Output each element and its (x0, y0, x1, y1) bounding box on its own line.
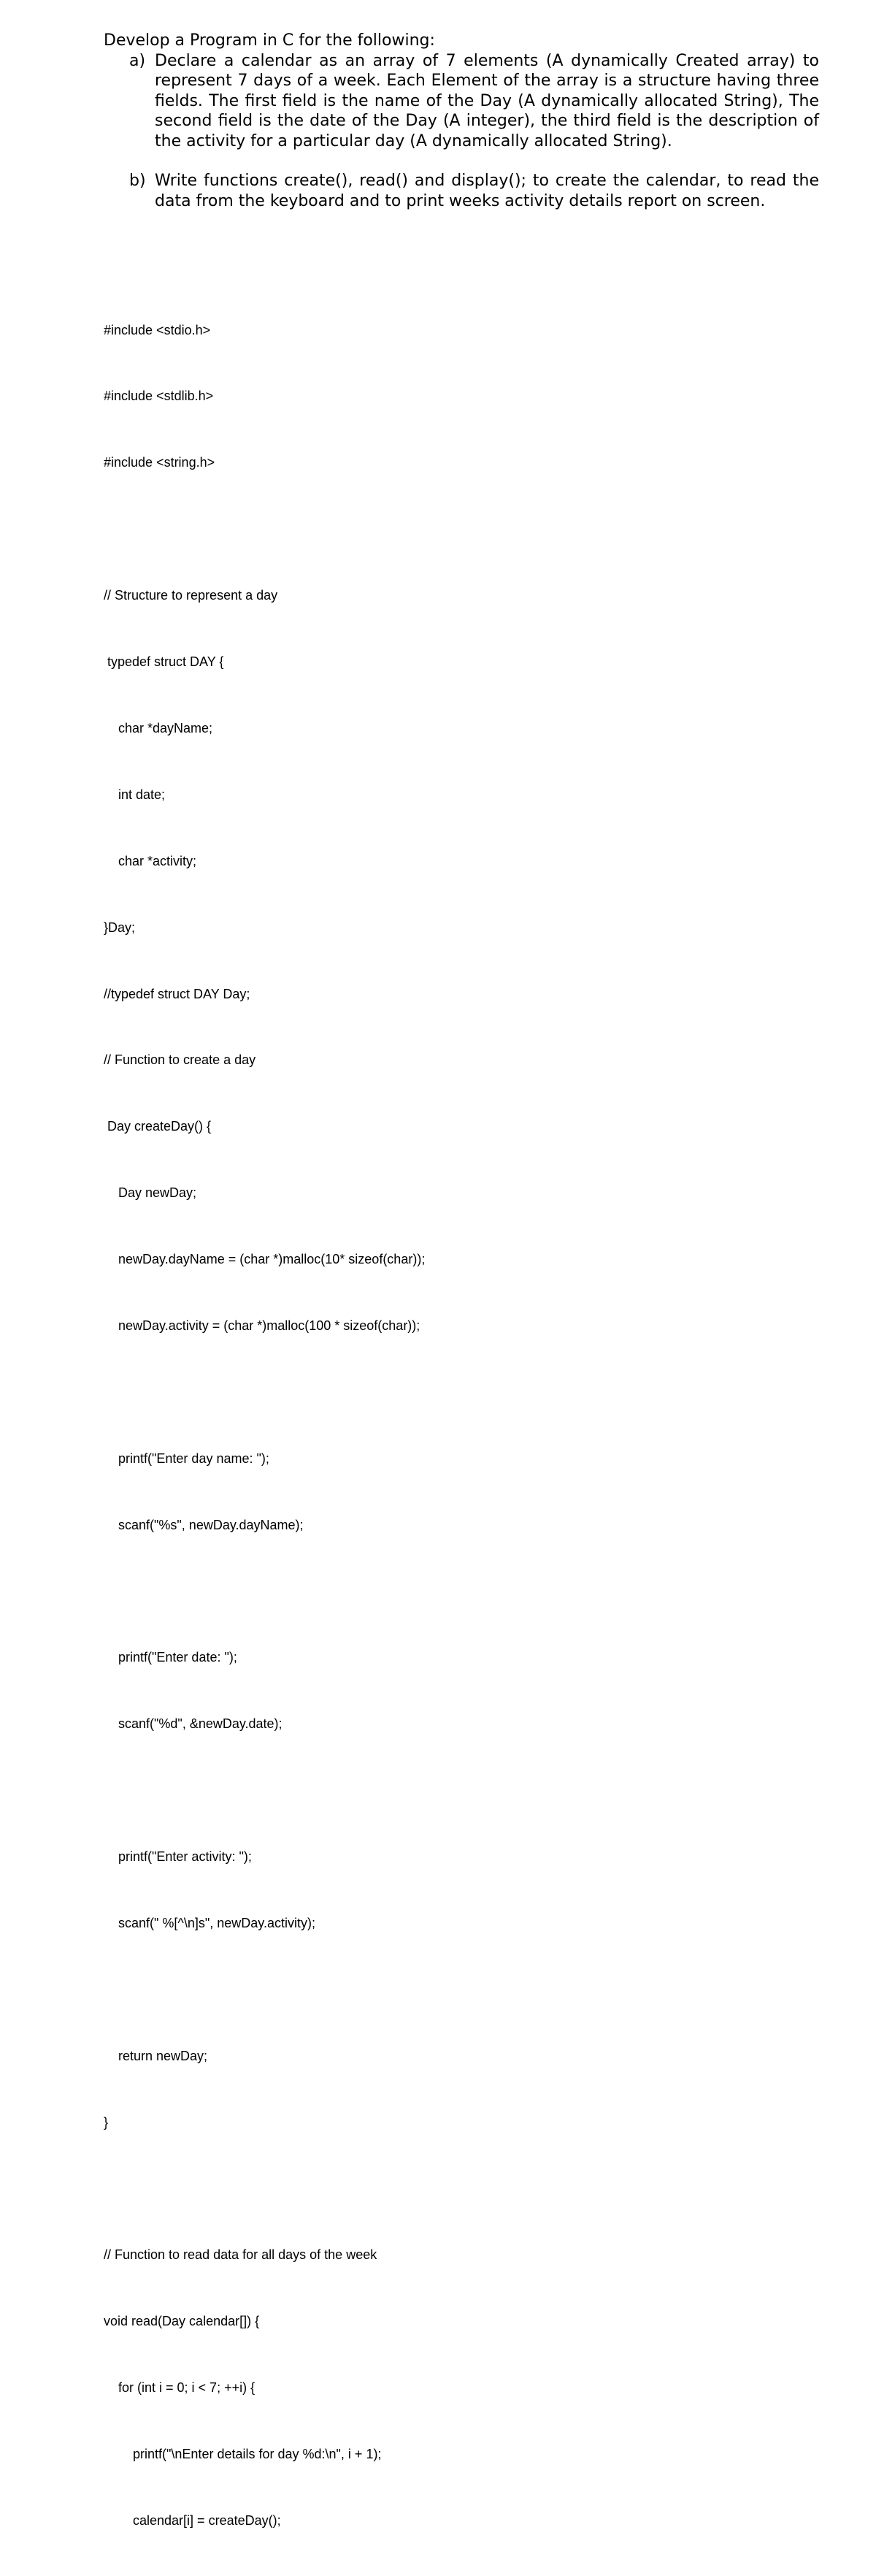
question-block (104, 31, 819, 211)
code-line: #include <string.h> (104, 455, 215, 470)
code-line: newDay.dayName = (char *)malloc(10* sizeof(char)); (104, 1252, 426, 1267)
question-heading: Develop a Program in C for the following: (104, 31, 435, 50)
code-line: typedef struct DAY { (104, 654, 224, 670)
code-listing (104, 275, 819, 2576)
code-line: // Function to create a day (104, 1052, 256, 1068)
code-line: calendar[i] = createDay(); (104, 2512, 281, 2528)
code-line (104, 1581, 819, 1602)
code-line: #include <stdlib.h> (104, 389, 214, 404)
item-marker-b: b) (129, 172, 146, 190)
code-line (104, 1779, 819, 1801)
code-line: newDay.activity = (char *)malloc(100 * sizeof(char)); (104, 1318, 420, 1333)
item-marker-a: a) (129, 51, 146, 70)
code-line: // Function to read data for all days of the week (104, 2247, 377, 2263)
code-line: }Day; (104, 920, 136, 935)
code-line: } (104, 2114, 109, 2130)
code-line: #include <stdio.h> (104, 322, 211, 337)
code-line (104, 1979, 819, 2000)
code-line: //typedef struct DAY Day; (104, 986, 250, 1001)
code-line: for (int i = 0; i < 7; ++i) { (104, 2380, 256, 2396)
code-line: printf("Enter date: "); (104, 1650, 237, 1665)
code-line: return newDay; (104, 2048, 208, 2063)
code-line: scanf("%s", newDay.dayName); (104, 1517, 304, 1532)
code-line: char *activity; (104, 853, 197, 868)
question-item-a (104, 51, 819, 152)
item-text-b: Write functions create(), read() and display(); to create the calendar, to read the data from the keyboard and to print weeks activity details report on screen. (155, 172, 819, 210)
code-line: void read(Day calendar[]) { (104, 2314, 260, 2329)
code-line: char *dayName; (104, 720, 213, 735)
question-item-b (104, 171, 819, 211)
code-line: // Structure to represent a day (104, 588, 278, 603)
code-line: printf("Enter activity: "); (104, 1849, 252, 1865)
code-line (104, 518, 819, 540)
code-line (104, 2178, 819, 2200)
code-line: printf("\nEnter details for day %d:\n", i + 1); (104, 2447, 382, 2462)
code-line (104, 1381, 819, 1403)
item-text-a: Declare a calendar as an array of 7 elements (A dynamically Created array) to represent 7 days of a week. Each Element of the array is a structure having three fields. The first field is the name of the Day (A dynamically allocated String), The second field is the date of the Day (A integer), the third field is the description of the activity for a particular day (A dynamically allocated String). (155, 51, 819, 150)
code-line: printf("Enter day name: "); (104, 1451, 269, 1466)
code-line: Day newDay; (104, 1185, 197, 1201)
code-line: scanf(" %[^\n]s", newDay.activity); (104, 1915, 315, 1930)
code-line: int date; (104, 787, 166, 802)
code-line: Day createDay() { (104, 1119, 212, 1134)
code-line: scanf("%d", &newDay.date); (104, 1716, 283, 1732)
